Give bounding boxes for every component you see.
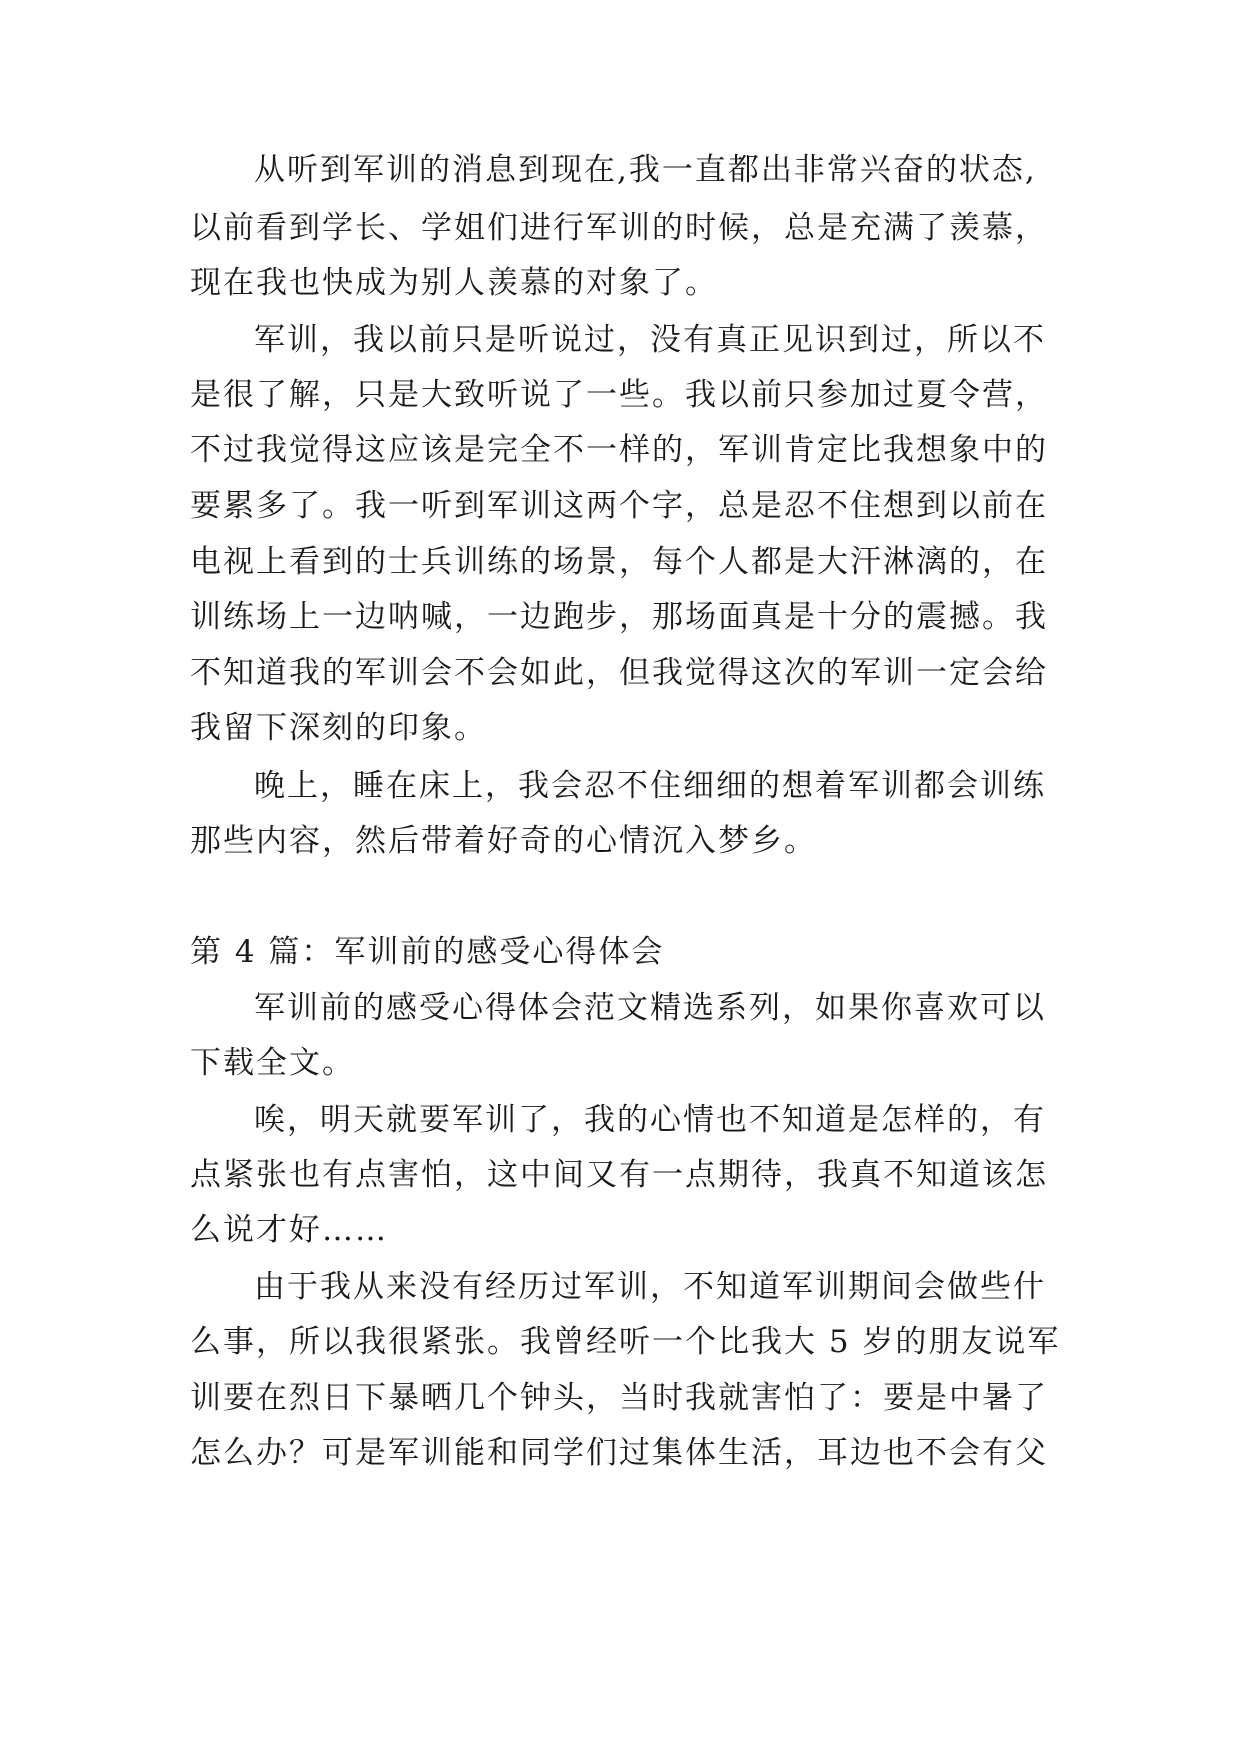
paragraph-line: 我留下深刻的印象。	[190, 710, 487, 746]
paragraph-line: 晚上，睡在床上，我会忍不住细细的想着军训都会训练	[254, 768, 1046, 804]
paragraph-line: 要累多了。我一听到军训这两个字，总是忍不住想到以前在	[190, 488, 1048, 524]
paragraph-line: 么事，所以我很紧张。我曾经听一个比我大 5 岁的朋友说军	[190, 1324, 1061, 1360]
paragraph-line: 电视上看到的士兵训练的场景，每个人都是大汗淋漓的，在	[190, 544, 1048, 580]
paragraph-line: 军训前的感受心得体会范文精选系列，如果你喜欢可以	[254, 990, 1046, 1026]
paragraph-line: 现在我也快成为别人羡慕的对象了。	[190, 265, 718, 301]
paragraph-line: 不知道我的军训会不会如此，但我觉得这次的军训一定会给	[190, 655, 1048, 691]
paragraph-line: 下载全文。	[190, 1045, 355, 1081]
paragraph-line: 是很了解，只是大致听说了一些。我以前只参加过夏令营，	[190, 377, 1048, 413]
paragraph-line: 从听到军训的消息到现在,我一直都出非常兴奋的状态,	[254, 152, 1037, 188]
paragraph-line: 怎么办？可是军训能和同学们过集体生活，耳边也不会有父	[190, 1435, 1048, 1471]
paragraph-line: 不过我觉得这应该是完全不一样的，军训肯定比我想象中的	[190, 432, 1048, 468]
paragraph-line: 训练场上一边呐喊，一边跑步，那场面真是十分的震撼。我	[190, 599, 1048, 635]
paragraph-line: 唉，明天就要军训了，我的心情也不知道是怎样的，有	[254, 1102, 1046, 1138]
section-heading: 第 4 篇：军训前的感受心得体会	[190, 934, 665, 970]
paragraph-line: 由于我从来没有经历过军训，不知道军训期间会做些什	[254, 1269, 1046, 1305]
paragraph-line: 点紧张也有点害怕，这中间又有一点期待，我真不知道该怎	[190, 1157, 1048, 1193]
paragraph-line: 以前看到学长、学姐们进行军训的时候，总是充满了羡慕，	[190, 210, 1048, 246]
paragraph-line: 那些内容，然后带着好奇的心情沉入梦乡。	[190, 823, 817, 859]
paragraph-line: 军训，我以前只是听说过，没有真正见识到过，所以不	[254, 322, 1046, 358]
paragraph-line: 么说才好……	[190, 1212, 388, 1248]
paragraph-line: 训要在烈日下暴晒几个钟头，当时我就害怕了：要是中暑了	[190, 1380, 1048, 1416]
